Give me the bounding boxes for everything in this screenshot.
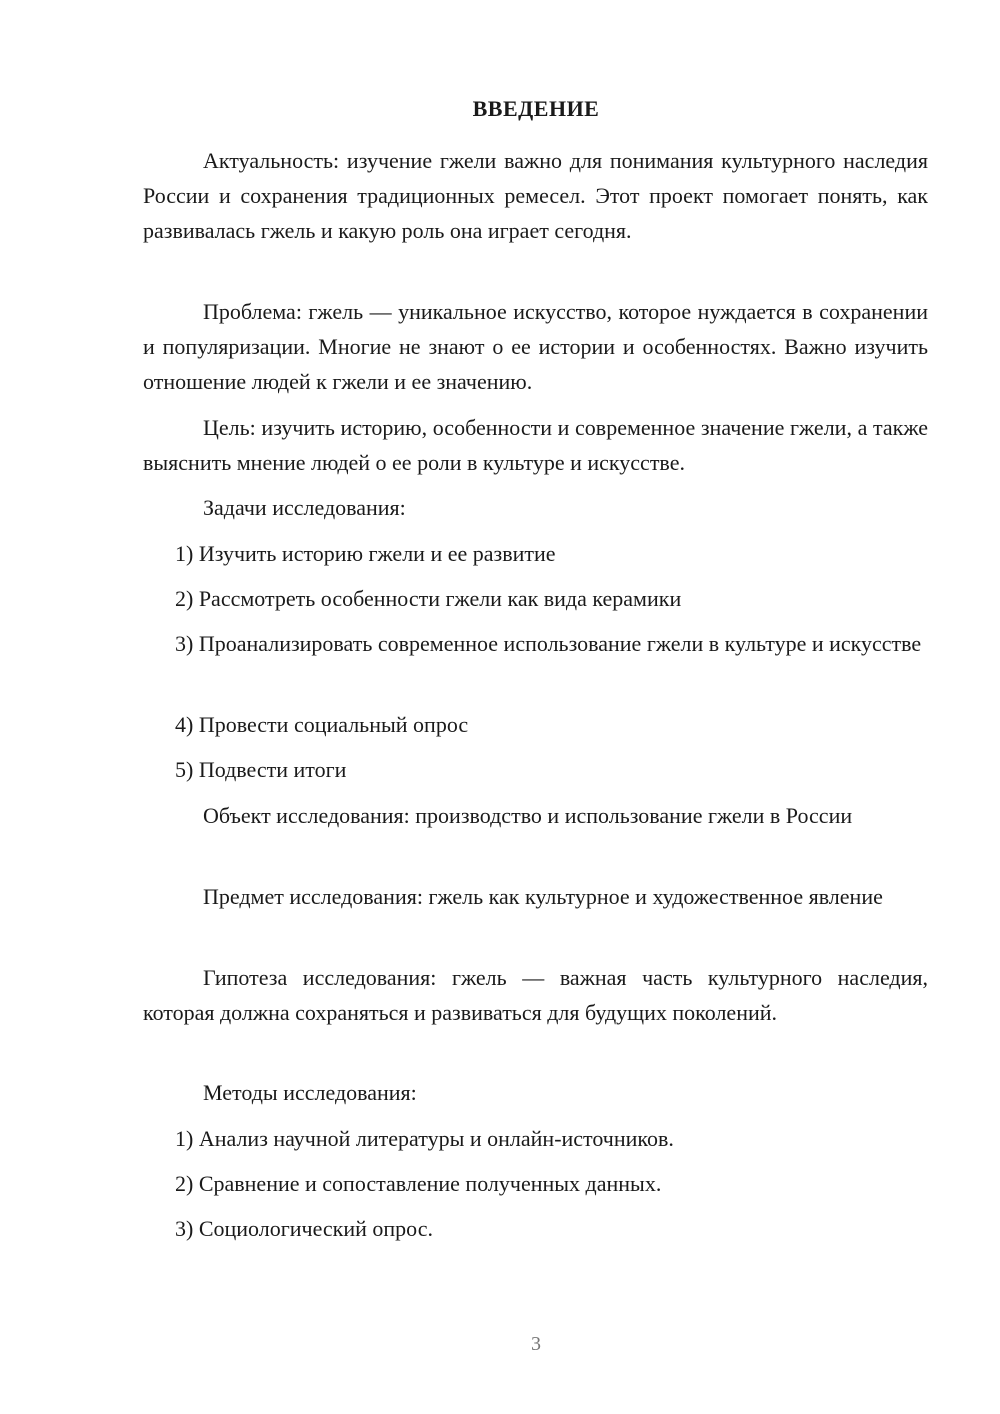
task-item: 5) Подвести итоги — [175, 757, 347, 782]
object-paragraph: Объект исследования: производство и использование гжели в России — [203, 803, 853, 828]
task-item: 1) Изучить историю гжели и ее развитие — [175, 541, 556, 566]
goal-paragraph: Цель: изучить историю, особенности и современное значение гжели, а также выяснить мнение людей о ее роли в культуре и искусстве. — [143, 415, 928, 475]
hypothesis-paragraph: Гипотеза исследования: гжель — важная часть культурного наследия, которая должна сохраняться и развиваться для будущих поколений. — [143, 965, 928, 1025]
method-item: 1) Анализ научной литературы и онлайн-источников. — [175, 1126, 674, 1151]
method-item: 2) Сравнение и сопоставление полученных данных. — [175, 1171, 662, 1196]
tasks-heading: Задачи исследования: — [203, 495, 406, 520]
method-item: 3) Социологический опрос. — [175, 1216, 433, 1241]
task-item: 3) Проанализировать современное использование гжели в культуре и искусстве — [175, 631, 922, 656]
section-title: ВВЕДЕНИЕ — [472, 96, 600, 121]
task-item: 2) Рассмотреть особенности гжели как вида керамики — [175, 586, 682, 611]
relevance-paragraph: Актуальность: изучение гжели важно для понимания культурного наследия России и сохранения традиционных ремесел. Этот проект помогает понять, как развивалась гжель и какую роль она играет сегодня. — [143, 148, 928, 243]
task-item: 4) Провести социальный опрос — [175, 712, 469, 737]
methods-heading: Методы исследования: — [203, 1080, 417, 1105]
page-number: 3 — [531, 1333, 541, 1355]
subject-paragraph: Предмет исследования: гжель как культурное и художественное явление — [203, 884, 883, 909]
problem-paragraph: Проблема: гжель — уникальное искусство, которое нуждается в сохранении и популяризации. Многие не знают о ее истории и особенностях. Важно изучить отношение людей к гжели и ее значению. — [143, 299, 928, 394]
